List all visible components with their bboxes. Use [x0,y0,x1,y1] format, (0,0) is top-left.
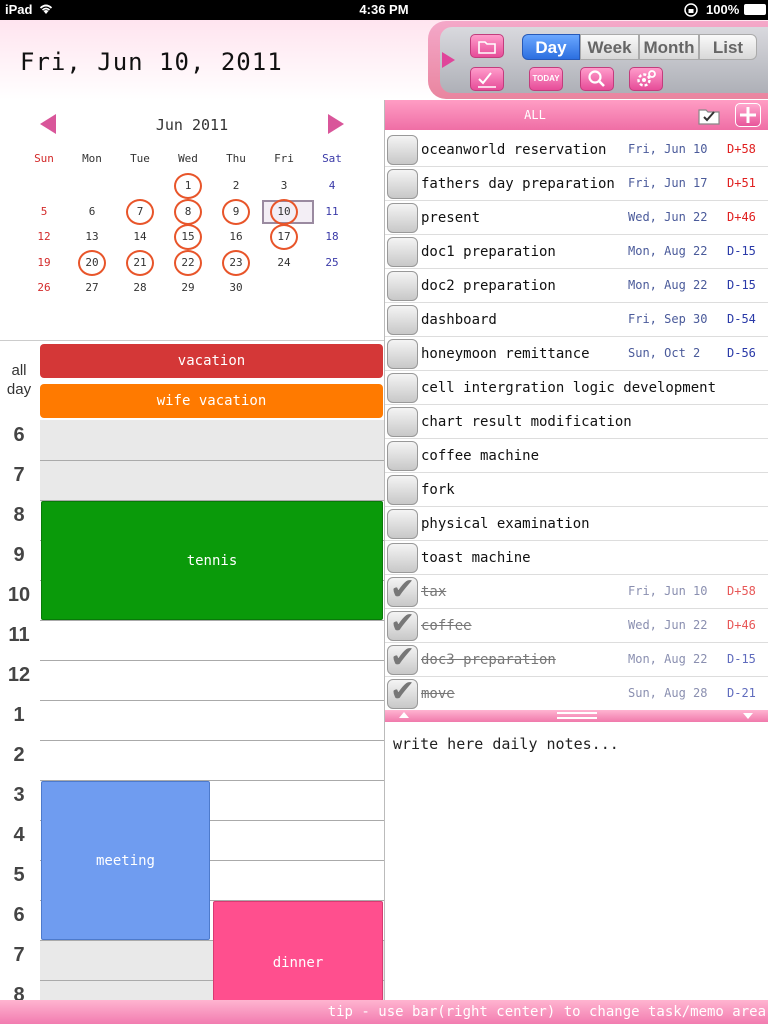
task-title: doc2 preparation [421,278,556,294]
task-checkbox[interactable] [387,572,418,607]
calendar-day-number: 15 [181,230,195,243]
calendar-day-number: 7 [136,204,144,218]
task-d-day: D+46 [727,210,756,224]
task-due-date: Sun, Oct 2 [628,346,701,360]
lock-rotation-icon [684,3,698,20]
task-title: doc1 preparation [421,244,556,260]
splitter-down-arrow-icon[interactable] [743,713,753,719]
search-icon [587,69,607,89]
calendar-day-number: 16 [229,230,243,243]
task-memo-splitter[interactable] [385,710,768,722]
task-title: present [421,210,481,226]
tab-day[interactable]: Day [522,34,580,60]
task-due-date: Fri, Sep 30 [628,312,708,326]
task-title: coffee [421,618,472,634]
calendar-day-number: 9 [232,204,240,218]
calendar-day[interactable] [164,252,212,274]
calendar-day[interactable] [260,226,308,248]
calendar-day-number: 12 [37,230,51,243]
calendar-day-number: 2 [232,179,240,192]
task-due-date: Wed, Jun 22 [628,210,708,224]
calendar-day-number: 8 [184,204,192,218]
add-task-button[interactable] [735,103,761,127]
calendar-day-number: 18 [325,230,339,243]
toolbar-panel [440,27,768,93]
hour-label: 11 [8,624,30,646]
task-row[interactable] [385,371,768,405]
calendar-day[interactable] [260,175,308,197]
calendar-day[interactable] [116,201,164,223]
task-checkbox[interactable] [387,237,418,267]
task-title: fathers day preparation [421,176,615,192]
calendar-day[interactable] [164,175,212,197]
checklist-icon [476,71,498,89]
calendar-day[interactable] [20,252,68,274]
task-row[interactable] [385,572,768,609]
hour-label: 1 [13,704,25,726]
task-checkbox[interactable] [387,407,418,437]
task-due-date: Sun, Aug 28 [628,686,708,700]
task-checkbox[interactable] [387,674,418,709]
event-tennis[interactable]: tennis [41,501,383,620]
task-checkbox[interactable] [387,135,418,165]
hour-label: 10 [7,584,31,606]
all-day-section [0,340,384,420]
calendar-day[interactable] [164,201,212,223]
task-row[interactable] [385,201,768,235]
hour-label: 12 [7,664,31,686]
calendar-day-number: 3 [280,179,288,192]
calendar-day-number: 19 [37,255,51,269]
task-d-day: D-15 [727,278,756,292]
calendar-day-number: 10 [277,204,291,218]
task-d-day: D-15 [727,652,756,666]
hour-label: 6 [13,904,25,926]
event-meeting[interactable]: meeting [41,781,210,940]
tab-month[interactable]: Month [639,34,699,60]
all-day-event-wife-vacation[interactable]: wife vacation [40,384,383,418]
task-row[interactable] [385,507,768,541]
task-due-date: Mon, Aug 22 [628,278,708,292]
calendar-day[interactable] [260,252,308,274]
gear-icon [635,69,657,89]
search-button[interactable] [580,67,614,91]
hour-label: 7 [13,944,25,966]
calendar-day[interactable] [116,277,164,299]
task-checkbox[interactable] [387,543,418,573]
splitter-grip-icon[interactable] [557,712,597,719]
weekday-label: Wed [178,152,198,165]
calendar-day[interactable] [308,226,356,248]
task-row[interactable] [385,235,768,269]
tab-week[interactable]: Week [580,34,639,60]
calendar-day-number: 22 [181,255,195,269]
checkmark-icon: ✔ [390,606,416,641]
task-row[interactable] [385,405,768,439]
task-title: move [421,686,455,702]
task-title: chart result modification [421,414,632,430]
hour-label: 3 [13,784,25,806]
calendar-day[interactable] [164,226,212,248]
battery-percent: 100% [706,2,740,17]
task-checkbox[interactable] [387,606,418,641]
task-row[interactable] [385,337,768,371]
calendar-day-number: 14 [133,230,147,243]
hour-label: 8 [13,984,25,1000]
task-row[interactable] [385,674,768,711]
tip-text: tip - use bar(right center) to change task/memo area [327,1004,766,1020]
calendar-day-number: 27 [85,281,99,294]
task-title: coffee machine [421,448,540,464]
task-d-day: D+51 [727,176,756,190]
status-time: 4:36 PM [359,2,409,17]
task-due-date: Mon, Aug 22 [628,244,708,258]
task-due-date: Fri, Jun 17 [628,176,708,190]
task-title: oceanworld reservation [421,142,607,158]
plus-icon [736,104,760,126]
calendar-day-number: 29 [181,281,195,294]
hour-label: 4 [13,824,25,846]
calendar-day-number: 24 [277,255,291,269]
hour-label: 5 [13,864,25,886]
calendar-day-number: 20 [85,255,99,269]
hour-label: 2 [13,744,25,766]
calendar-day[interactable] [68,201,116,223]
checkmark-icon: ✔ [390,640,416,675]
task-title: tax [421,584,447,600]
month-calendar [0,100,384,340]
task-checkbox[interactable] [387,271,418,301]
calendar-day-number: 21 [133,255,147,269]
task-due-date: Fri, Jun 10 [628,142,708,156]
checkmark-icon: ✔ [390,674,416,709]
hour-line [40,700,384,701]
folder-button[interactable] [470,34,504,58]
calendar-day[interactable] [212,252,260,274]
calendar-day[interactable] [116,252,164,274]
weekday-label: Thu [226,152,246,165]
calendar-day[interactable] [164,277,212,299]
task-checkbox[interactable] [387,169,418,199]
next-month-arrow-icon[interactable] [328,114,344,134]
weekday-label: Sat [322,152,342,165]
hour-label: 7 [13,464,25,486]
toolbar-collapse-arrow-icon[interactable] [442,52,455,68]
checkmark-icon: ✔ [390,572,416,607]
task-checkbox[interactable] [387,305,418,335]
task-row[interactable] [385,133,768,167]
calendar-day-number: 11 [325,204,339,218]
task-checkbox[interactable] [387,509,418,539]
calendar-day[interactable] [68,252,116,274]
calendar-day-number: 25 [325,255,339,269]
day-timeline [0,420,384,1000]
calendar-day[interactable] [308,201,356,223]
task-title: fork [421,482,455,498]
calendar-day[interactable] [116,226,164,248]
calendar-day-number: 13 [85,230,99,243]
event-dinner[interactable]: dinner [213,901,383,1000]
today-button[interactable]: TODAY [529,67,563,91]
calendar-day[interactable] [20,277,68,299]
task-title: toast machine [421,550,531,566]
calendar-day-number: 17 [277,230,291,243]
all-day-event-vacation[interactable]: vacation [40,344,383,378]
tab-list[interactable]: List [699,34,757,60]
calendar-day[interactable] [212,277,260,299]
task-d-day: D-56 [727,346,756,360]
task-row[interactable] [385,606,768,643]
task-title: dashboard [421,312,497,328]
task-due-date: Fri, Jun 10 [628,584,708,598]
calendar-day[interactable] [68,277,116,299]
folder-check-icon[interactable] [697,106,721,130]
page-title: Fri, Jun 10, 2011 [20,48,283,76]
task-title: honeymoon remittance [421,346,590,362]
calendar-day[interactable] [260,201,308,223]
calendar-day-number: 30 [229,281,243,294]
calendar-day-number: 23 [229,255,243,269]
task-row[interactable] [385,640,768,677]
task-d-day: D-21 [727,686,756,700]
task-row[interactable] [385,269,768,303]
task-row[interactable] [385,473,768,507]
task-checkbox[interactable] [387,373,418,403]
task-checkbox[interactable] [387,640,418,675]
task-due-date: Mon, Aug 22 [628,652,708,666]
hour-line [40,460,384,461]
weekday-label: Fri [274,152,294,165]
task-d-day: D+46 [727,618,756,632]
weekday-label: Mon [82,152,102,165]
task-checkbox[interactable] [387,339,418,369]
calendar-day[interactable] [20,201,68,223]
toolbar [428,21,768,99]
calendar-day[interactable] [68,226,116,248]
task-title: doc3 preparation [421,652,556,668]
task-checkbox[interactable] [387,441,418,471]
task-d-day: D-15 [727,244,756,258]
footer-tip-bar [0,1000,768,1024]
calendar-day[interactable] [212,201,260,223]
folder-icon [477,39,497,55]
task-d-day: D+58 [727,142,756,156]
weekday-label: Sun [34,152,54,165]
hour-label: 8 [13,504,25,526]
all-day-label: all day [6,362,32,398]
hour-label: 6 [13,424,25,446]
task-title: cell intergration logic development [421,380,717,396]
task-d-day: D+58 [727,584,756,598]
calendar-day[interactable] [308,175,356,197]
calendar-month-title: Jun 2011 [155,116,229,134]
hour-line [40,660,384,661]
calendar-day-number: 26 [37,281,51,294]
task-checkbox[interactable] [387,475,418,505]
calendar-day-number: 6 [88,204,96,218]
task-checkbox[interactable] [387,203,418,233]
calendar-day[interactable] [308,252,356,274]
hour-label: 9 [13,544,25,566]
calendar-day-number: 28 [133,281,147,294]
hour-line [40,740,384,741]
task-row[interactable] [385,541,768,575]
task-row[interactable] [385,439,768,473]
task-list-header [385,100,768,130]
task-title: physical examination [421,516,590,532]
daily-notes-field[interactable]: write here daily notes... [393,735,619,753]
calendar-day-number: 1 [184,179,192,192]
weekday-label: Tue [130,152,150,165]
device-label: iPad [5,2,33,17]
calendar-day[interactable] [20,226,68,248]
task-due-date: Wed, Jun 22 [628,618,708,632]
calendar-day-number: 5 [40,204,48,218]
tasks-button[interactable] [470,67,504,91]
task-row[interactable] [385,303,768,337]
settings-button[interactable] [629,67,663,91]
calendar-day-number: 4 [328,179,336,192]
task-filter-label[interactable]: ALL [524,108,546,122]
task-row[interactable] [385,167,768,201]
status-bar [0,0,768,20]
splitter-up-arrow-icon[interactable] [399,712,409,718]
calendar-day[interactable] [212,175,260,197]
battery-icon [744,4,766,15]
calendar-day[interactable] [212,226,260,248]
task-d-day: D-54 [727,312,756,326]
